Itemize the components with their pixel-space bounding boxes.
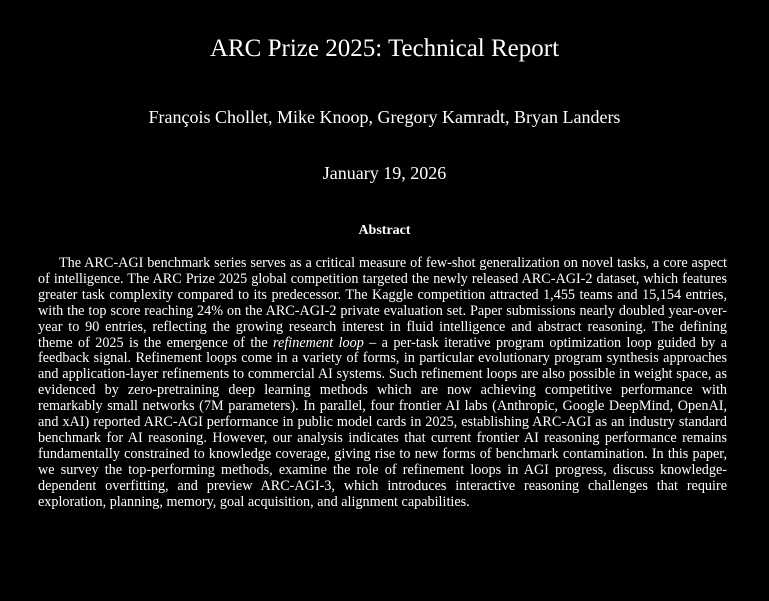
abstract-heading: Abstract (358, 223, 411, 238)
abstract-emphasis: refinement loop (273, 334, 364, 351)
publication-date: January 19, 2026 (322, 163, 447, 183)
abstract-text-part2: – a per-task iterative program optimization loop guided by a feedback signal. Refinement loops come in a variety of forms, in particular evolutionary program synthesis approaches and application-layer refinements to commercial AI systems. Such refinement loops are also possible in weight space, as evidenced by zero-pretraining deep learning methods which are now achieving competitive performance with remarkably small networks (7M parameters). In parallel, four frontier AI labs (Anthropic, Google DeepMind, OpenAI, and xAI) reported ARC-AGI performance in public model cards in 2025, establishing ARC-AGI as an industry standard benchmark for AI reasoning. However, our analysis indicates that current frontier AI reasoning performance remains fundamentally constrained to knowledge coverage, giving rise to new forms of benchmark contamination. In this paper, we survey the top-performing methods, examine the role of refinement loops in AGI progress, discuss knowledge-dependent overfitting, and preview ARC-AGI-3, which introduces interactive reasoning challenges that require exploration, planning, memory, goal acquisition, and alignment capabilities. (38, 334, 727, 510)
abstract-paragraph (38, 256, 727, 511)
author-list: François Chollet, Mike Knoop, Gregory Kamradt, Bryan Landers (148, 107, 621, 127)
paper-title: ARC Prize 2025: Technical Report (209, 35, 560, 62)
abstract-text-part1: The ARC-AGI benchmark series serves as a critical measure of few-shot generalization on novel tasks, a core aspect of intelligence. The ARC Prize 2025 global competition targeted the newly released ARC-AGI-2 dataset, which features greater task complexity compared to its predecessor. The Kaggle competition attracted 1,455 teams and 15,154 entries, with the top score reaching 24% on the ARC-AGI-2 private evaluation set. Paper submissions nearly doubled year-over-year to 90 entries, reflecting the growing research interest in fluid intelligence and abstract reasoning. The defining theme of 2025 is the emergence of the (38, 255, 727, 351)
